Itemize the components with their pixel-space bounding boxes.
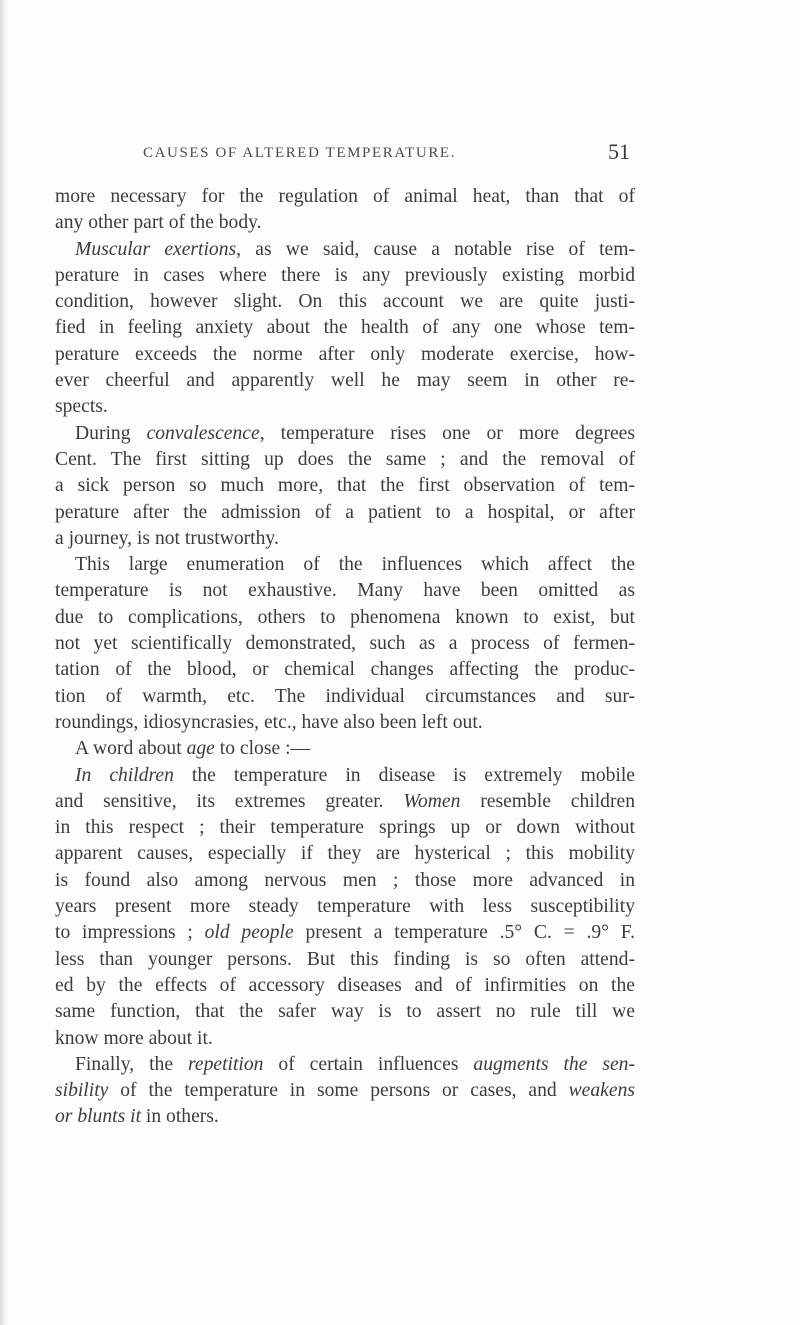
- text-segment: any other part of the body.: [55, 212, 262, 234]
- text-line: [55, 1052, 635, 1078]
- text-line: [55, 210, 635, 236]
- text-line: [55, 184, 635, 210]
- text-segment: , as we said, cause a notable rise of tem-: [236, 238, 635, 260]
- text-line: [55, 526, 635, 552]
- text-line: [55, 394, 635, 420]
- text-line: [55, 368, 635, 394]
- text-line: [55, 605, 635, 631]
- italic-text: augments the sen-: [473, 1053, 635, 1075]
- text-line: [55, 920, 635, 946]
- text-line: [55, 868, 635, 894]
- italic-text: In children: [75, 764, 174, 786]
- italic-text: age: [186, 738, 215, 760]
- text-segment: of certain influences: [263, 1053, 474, 1075]
- page-gutter-shadow: [0, 0, 8, 1325]
- text-line: [55, 289, 635, 315]
- text-segment: present a temperature .5° C. = .9° F.: [293, 922, 635, 944]
- text-line: [55, 237, 635, 263]
- text-segment: roundings, idiosyncrasies, etc., have also been left out.: [55, 711, 483, 733]
- italic-text: Muscular exertions: [75, 238, 237, 260]
- text-segment: Cent. The first sitting up does the same ; and the removal of: [55, 448, 635, 470]
- italic-text: Women: [403, 790, 461, 812]
- text-segment: perature in cases where there is any previously existing morbid: [55, 264, 635, 286]
- text-segment: perature after the admission of a patient to a hospital, or after: [55, 501, 635, 523]
- text-line: [55, 342, 635, 368]
- text-segment: a sick person so much more, that the first observation of tem-: [55, 475, 635, 497]
- text-segment: spects.: [55, 396, 108, 418]
- text-segment: in this respect ; their temperature springs up or down without: [55, 817, 635, 839]
- text-line: [55, 1104, 635, 1130]
- text-line: [55, 552, 635, 578]
- text-line: [55, 947, 635, 973]
- text-segment: apparent causes, especially if they are hysterical ; this mobility: [55, 843, 635, 865]
- text-line: [55, 999, 635, 1025]
- text-segment: to close :—: [214, 738, 311, 760]
- italic-text: weakens: [568, 1080, 635, 1102]
- italic-text: sibility: [55, 1080, 109, 1102]
- text-segment: perature exceeds the norme after only moderate exercise, how-: [55, 343, 635, 365]
- text-segment: condition, however slight. On this account we are quite justi-: [55, 291, 635, 313]
- page-number: 51: [608, 139, 630, 164]
- text-segment: not yet scientifically demonstrated, such as a process of fermen-: [55, 633, 635, 655]
- text-segment: and sensitive, its extremes greater.: [55, 790, 404, 812]
- text-line: [55, 657, 635, 683]
- italic-text: old people: [204, 922, 294, 944]
- text-line: [55, 1026, 635, 1052]
- italic-text: or blunts it: [55, 1106, 142, 1128]
- text-segment: less than younger persons. But this finding is so often attend-: [55, 948, 635, 970]
- text-line: [55, 815, 635, 841]
- text-segment: tion of warmth, etc. The individual circumstances and sur-: [55, 685, 635, 707]
- text-segment: , temperature rises one or more degrees: [259, 422, 635, 444]
- text-segment: years present more steady temperature with less susceptibility: [55, 896, 635, 918]
- text-line: [55, 447, 635, 473]
- text-segment: temperature is not exhaustive. Many have been omitted as: [55, 580, 635, 602]
- text-line: [55, 763, 635, 789]
- text-segment: more necessary for the regulation of animal heat, than that of: [55, 186, 635, 207]
- text-line: [55, 1078, 635, 1104]
- text-segment: of the temperature in some persons or cases, and: [108, 1080, 569, 1102]
- italic-text: repetition: [187, 1053, 264, 1075]
- italic-text: convalescence: [146, 422, 260, 444]
- page-header: [55, 139, 630, 169]
- text-line: [55, 578, 635, 604]
- body-text: [55, 184, 635, 1131]
- text-segment: a journey, is not trustworthy.: [55, 527, 279, 549]
- text-line: [55, 421, 635, 447]
- text-line: [55, 736, 635, 762]
- text-segment: know more about it.: [55, 1027, 213, 1049]
- text-line: [55, 684, 635, 710]
- text-segment: This large enumeration of the influences which affect the: [75, 554, 635, 576]
- text-line: [55, 710, 635, 736]
- text-line: [55, 973, 635, 999]
- text-line: [55, 841, 635, 867]
- text-segment: A word about: [75, 738, 187, 760]
- text-segment: fied in feeling anxiety about the health of any one whose tem-: [55, 317, 635, 339]
- text-segment: to impressions ;: [55, 922, 205, 944]
- text-line: [55, 894, 635, 920]
- text-segment: is found also among nervous men ; those more advanced in: [55, 869, 635, 891]
- text-segment: due to complications, others to phenomena known to exist, but: [55, 606, 635, 628]
- text-segment: tation of the blood, or chemical changes affecting the produc-: [55, 659, 635, 681]
- text-segment: the temperature in disease is extremely mobile: [173, 764, 635, 786]
- text-line: [55, 631, 635, 657]
- text-segment: resemble children: [460, 790, 635, 812]
- text-line: [55, 500, 635, 526]
- text-segment: in others.: [141, 1106, 219, 1128]
- text-line: [55, 315, 635, 341]
- text-line: [55, 473, 635, 499]
- text-line: [55, 263, 635, 289]
- text-segment: During: [75, 422, 147, 444]
- text-segment: same function, that the safer way is to assert no rule till we: [55, 1001, 635, 1023]
- text-line: [55, 789, 635, 815]
- text-segment: Finally, the: [75, 1053, 188, 1075]
- running-head: CAUSES OF ALTERED TEMPERATURE.: [143, 145, 457, 161]
- text-segment: ed by the effects of accessory diseases and of infirmities on the: [55, 974, 635, 996]
- text-segment: ever cheerful and apparently well he may seem in other re-: [55, 370, 635, 392]
